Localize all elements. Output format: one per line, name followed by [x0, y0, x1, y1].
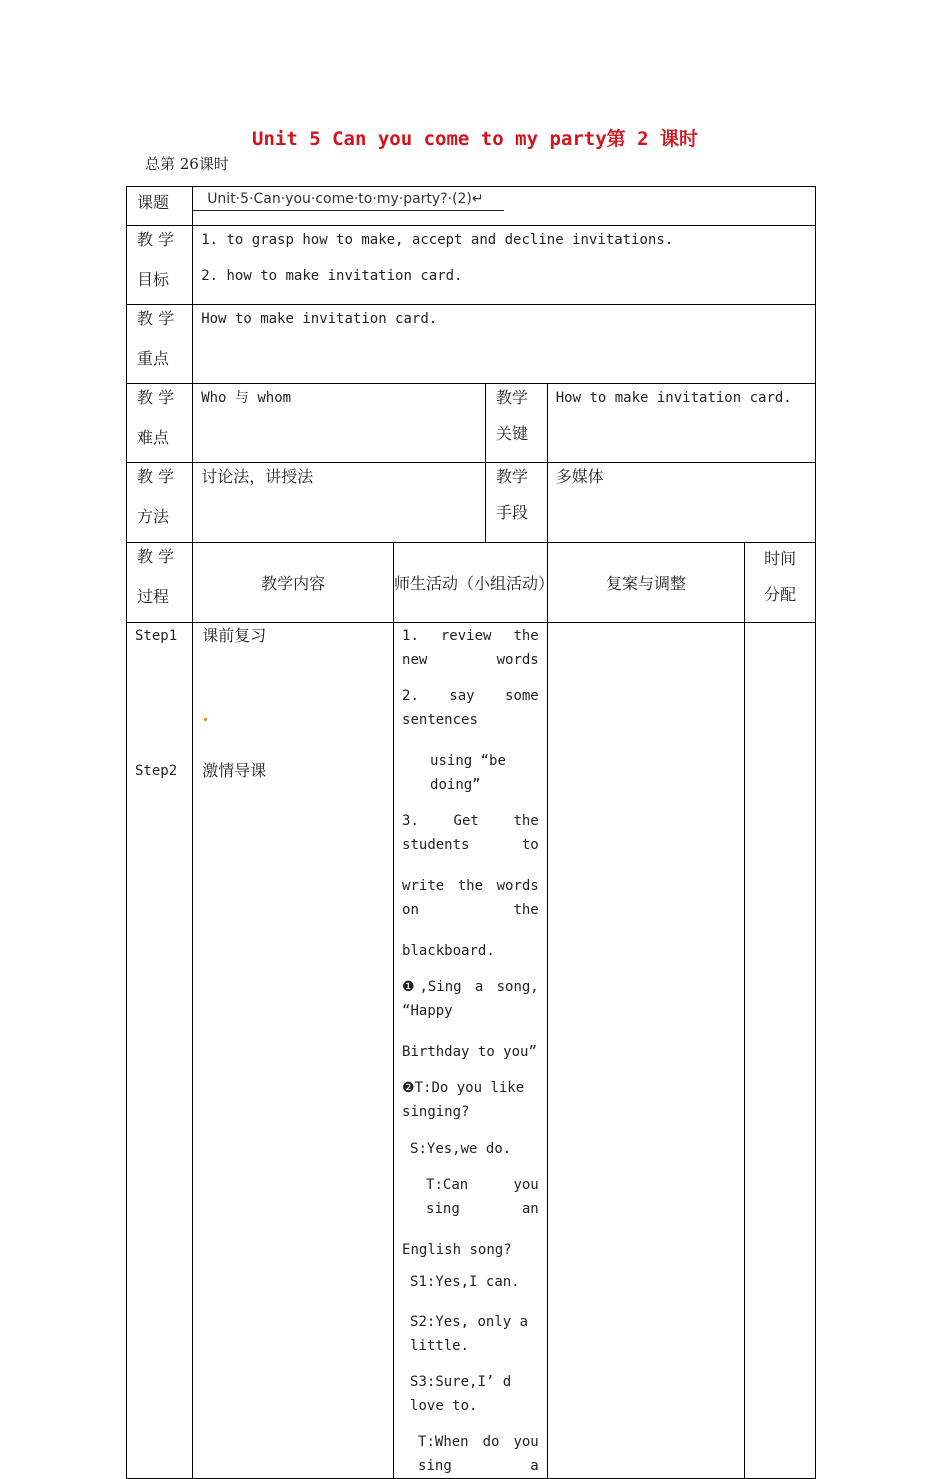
difficulty-label-b: 难点: [137, 428, 170, 447]
step2-label: Step2: [135, 763, 178, 779]
page-title: Unit 5 Can you come to my party第 2 课时: [252, 128, 698, 150]
key-points-value: How to make invitation card.: [201, 311, 438, 327]
time-cell: [745, 623, 816, 1479]
activity-line: ❷T:Do you like singing?: [402, 1080, 525, 1120]
subject-label: 课题: [137, 193, 170, 212]
column-review-header: 复案与调整: [605, 574, 686, 593]
activity-line: S3:Sure,I’ d love to.: [410, 1374, 512, 1414]
activity-line: T:Can you sing an: [426, 1177, 539, 1217]
activity-line: 3. Get the students to: [402, 813, 539, 853]
steps-row: [127, 623, 816, 1479]
total-lesson-number: 总第 26课时: [145, 155, 229, 173]
subject-value: Unit·5·Can·you·come·to·my·party?·(2)↵: [193, 191, 503, 211]
activities-cell: [394, 623, 548, 1479]
key-points-row: [127, 305, 816, 384]
process-label-a: 教 学: [137, 547, 175, 566]
review-cell: [547, 623, 744, 1479]
column-time-header-a: 时间: [764, 549, 797, 568]
objectives-label-b: 目标: [137, 270, 170, 289]
process-label-b: 过程: [137, 587, 170, 606]
step1-label: Step1: [135, 628, 178, 644]
key-label-b: 关键: [496, 424, 529, 443]
key-points-label-b: 重点: [137, 349, 170, 368]
column-activity-header: 师生活动（小组活动）: [394, 574, 555, 593]
process-header-row: [127, 543, 816, 623]
activity-line: 1. review the new words: [402, 628, 539, 668]
objectives-label-a: 教 学: [137, 230, 175, 249]
activity-line: S:Yes,we do.: [410, 1141, 512, 1157]
activity-line: S2:Yes, only a little.: [410, 1314, 529, 1354]
activity-line: English song?: [402, 1242, 512, 1258]
step2-content: 激情导课: [202, 761, 267, 780]
method-label-b: 方法: [137, 507, 170, 526]
objectives-row: [127, 226, 816, 305]
difficulty-row: [127, 384, 816, 463]
lesson-plan-table: [126, 186, 816, 1479]
objective-item-1: 1. to grasp how to make, accept and decline invitations.: [201, 232, 674, 248]
difficulty-label-a: 教 学: [137, 388, 175, 407]
column-content-header: 教学内容: [261, 574, 326, 593]
method-label-a: 教 学: [137, 467, 175, 486]
step1-content: 课前复习: [202, 626, 267, 645]
activity-line: blackboard.: [402, 943, 495, 959]
activity-line: ❶,Sing a song, “Happy: [402, 979, 539, 1019]
key-points-label-a: 教 学: [137, 309, 175, 328]
activity-line: write the words on the: [402, 878, 539, 918]
means-label-a: 教学: [496, 467, 529, 486]
means-value: 多媒体: [555, 467, 604, 486]
means-label-b: 手段: [496, 503, 529, 522]
activity-line: 2. say some sentences: [402, 688, 539, 728]
activity-line: S1:Yes,I can.: [410, 1274, 520, 1290]
method-value: 讨论法，讲授法: [201, 467, 314, 486]
key-label-a: 教学: [496, 388, 529, 407]
objective-item-2: 2. how to make invitation card.: [201, 268, 463, 284]
activity-line: using “be doing”: [430, 753, 506, 793]
difficulty-value: Who 与 whom: [201, 390, 292, 406]
subject-row: [127, 187, 816, 226]
key-value: How to make invitation card.: [555, 390, 792, 406]
activity-line: T:When do you sing a: [418, 1434, 539, 1474]
method-row: [127, 463, 816, 543]
column-time-header-b: 分配: [764, 585, 797, 604]
activity-line: Birthday to you”: [402, 1044, 537, 1060]
stray-mark: [204, 718, 207, 721]
